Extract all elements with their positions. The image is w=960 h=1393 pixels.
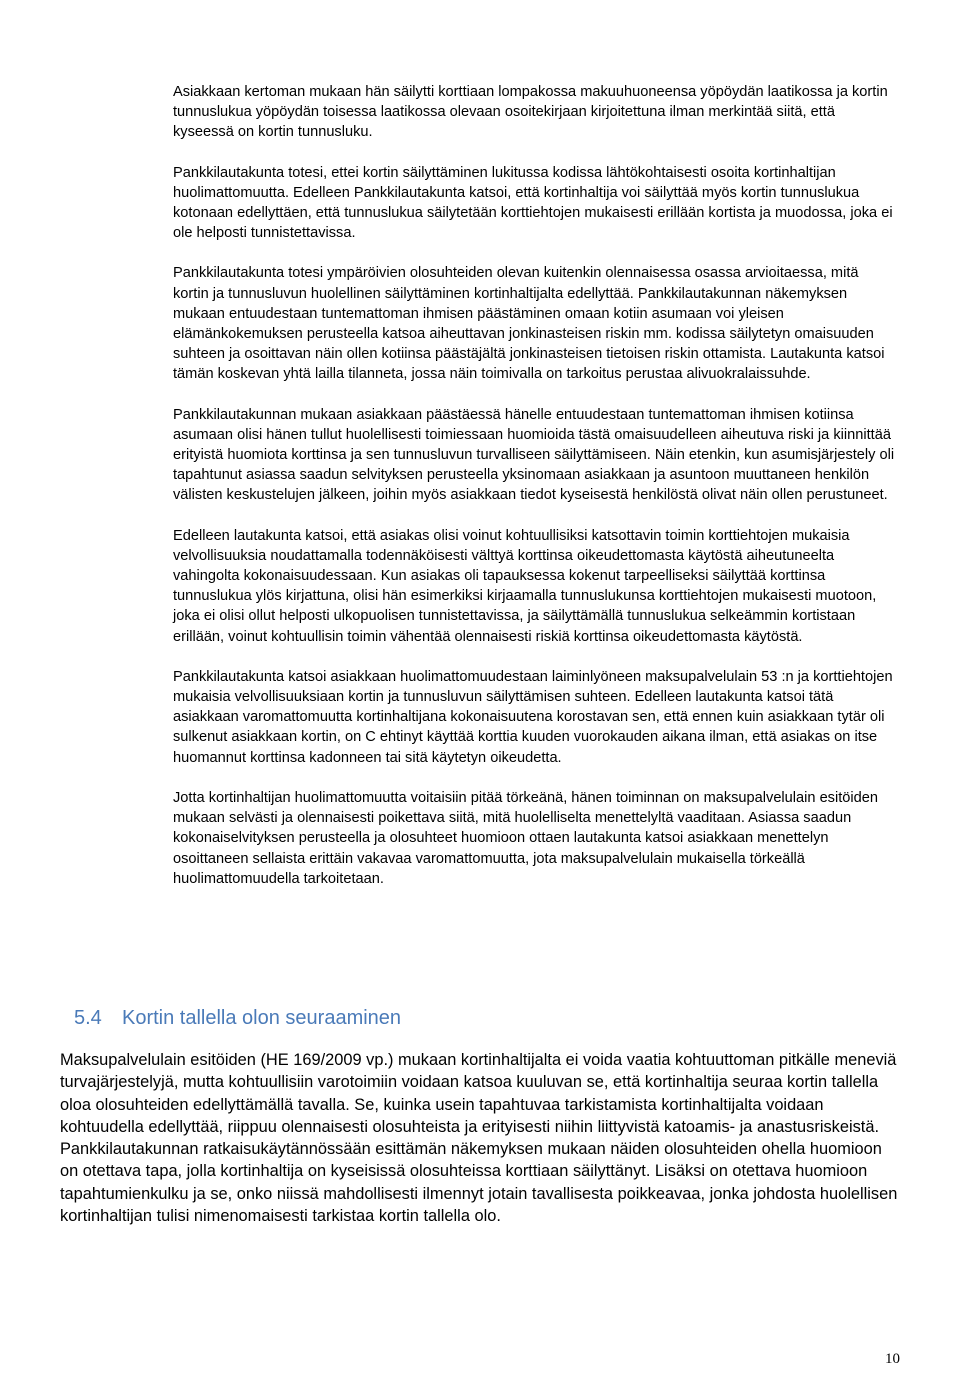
paragraph-7: Jotta kortinhaltijan huolimattomuutta voitaisiin pitää törkeänä, hänen toiminnan on maksupalvelulain esitöiden mukaan selvästi ja olennaisesti poikettava siitä, mitä huolelliselta menettelyltä vaaditaan. Asiassa saadun kokonaiselvityksen perusteella ja olosuhteet huomioon ottaen lautakunta katsoi asiakkaan menettelyn osoittaneen sellaista erittäin vakavaa varomattomuutta, jota maksupalvelulain mukaisella törkeällä huolimattomuudella tarkoitetaan. [173, 789, 878, 887]
section-heading [74, 1004, 401, 1032]
paragraph-5: Edelleen lautakunta katsoi, että asiakas olisi voinut kohtuullisiksi katsottavin toimin korttiehtojen mukaisia velvollisuuksia noudattamalla todennäköisesti välttyä korttinsa oikeudettomasta käytöstä aiheutuneelta vahingolta kokonaisuudessaan. Kun asiakas oli tapauksessa kokenut tarpeelliseksi säilyttää korttinsa tunnuslukua ylös kirjattuna, olisi hän esimerkiksi kirjaamalla tunnuslukunsa korttiehtojen mukaisesti muotoon, joka ei olisi ollut helposti ulkopuolisen tunnistettavissa, ja säilyttämällä tunnuslukua selkeämmin kortistaan erillään, voinut kohtuullisin toimin vähentää olennaisesti riskiä korttinsa oikeudettomasta käytöstä. [173, 527, 877, 645]
paragraph-4: Pankkilautakunnan mukaan asiakkaan päästäessä hänelle entuudestaan tuntemattoman ihmisen kotiinsa asumaan olisi hänen tullut huolellisesti toimiessaan huomioida tästä omaisuudelleen aiheutuva riski ja kiinnittää erityistä huomiota korttinsa ja sen tunnusluvun turvalliseen säilyttämiseen. Näin etenkin, kun asumisjärjestely oli tapahtunut asiassa saadun selvityksen perusteella yksinomaan asiakkaan ja asuntoon muuttaneen henkilön välisten keskustelujen jälkeen, joihin myös asiakkaan tiedot kyseisestä henkilöstä olivat näin ollen perustuneet. [173, 406, 895, 504]
page-number: 10 [885, 1351, 900, 1367]
indented-text-block [173, 82, 898, 909]
section-number: 5.4 [74, 1007, 102, 1029]
paragraph-3: Pankkilautakunta totesi ympäröivien olosuhteiden olevan kuitenkin olennaisessa osassa arvioitaessa, mitä kortin ja tunnusluvun huolellinen säilyttäminen kortinhaltijalta edellyttää. Pankkilautakunnan näkemyksen mukaan entuudestaan tuntemattoman ihmisen päästäminen omaan kotiin asumaan voi yleisen elämänkokemuksen perusteella katsoa aiheuttavan jonkinasteisen riskin mm. kodissa säilytetyn omaisuuden suhteen ja osoittavan näin ollen kotiinsa päästäjältä jonkinasteisen tietoisen riskin ottamista. Lautakunta katsoi tämän koskevan yhtä lailla tilanneta, jossa näin toimivalla on tarkoitus perustaa alivuokralaissuhde. [173, 265, 885, 383]
paragraph-1: Asiakkaan kertoman mukaan hän säilytti korttiaan lompakossa makuuhuoneensa yöpöydän laatikossa ja kortin tunnuslukua yöpöydän toisessa laatikossa olevaan osoitekirjaan kirjoitettuna ilman merkintää siitä, että kyseessä on kortin tunnusluku. [173, 84, 888, 141]
paragraph-6: Pankkilautakunta katsoi asiakkaan huolimattomuudestaan laiminlyöneen maksupalvelulain 53 :n ja korttiehtojen mukaisia velvollisuuksiaan kortin ja tunnusluvun säilyttämisen suhteen. Edelleen lautakunta katsoi tätä asiakkaan varomattomuutta kortinhaltijana kokonaisuutena korostavan sen, että ennen kuin asiakkaan tytär oli sulkenut asiakkaan kortin, on C ehtinyt käyttää korttia kuuden vuorokauden aikana ilman, että asiakas on itse huomannut korttinsa kadonneen tai sitä käytetyn oikeudetta. [173, 668, 893, 766]
section-body [60, 1049, 900, 1227]
paragraph-2: Pankkilautakunta totesi, ettei kortin säilyttäminen lukitussa kodissa lähtökohtaisesti osoita kortinhaltijan huolimattomuutta. Edelleen Pankkilautakunta katsoi, että kortinhaltija voi säilyttää myös kortin tunnuslukua kotonaan edellyttäen, että tunnuslukua säilytetään korttiehtojen mukaisesti erillään kortista ja muodossa, joka ei ole helposti tunnistettavissa. [173, 164, 893, 242]
section-paragraph: Maksupalvelulain esitöiden (HE 169/2009 vp.) mukaan kortinhaltijalta ei voida vaatia kohtuuttoman pitkälle meneviä turvajärjestelyjä, mutta kohtuullisiin varotoimiin voidaan katsoa kuuluvan se, että kortinhaltija seuraa kortin tallella oloa olosuhteiden edellyttämällä tavalla. Se, kuinka usein tapahtuvaa tarkistamista kortinhaltijalta voidaan kohtuudella edellyttää, riippuu olennaisesti olosuhteista ja erityisesti niihin liittyvistä katoamis- ja anastusriskeistä. Pankkilautakunnan ratkaisukäytännössään esittämän näkemyksen mukaan näiden olosuhteiden ohella huomioon on otettava tapa, jolla kortinhaltija on kyseisissä olosuhteissa korttiaan säilyttänyt. Lisäksi on otettava huomioon tapahtumienkulku ja se, onko niissä mahdollisesti ilmennyt jotain tavallisesta poikkeavaa, jonka johdosta huolellisen kortinhaltijan tulisi nimenomaisesti tarkistaa kortin tallella olo. [60, 1051, 898, 1226]
section-title: Kortin tallella olon seuraaminen [122, 1007, 402, 1029]
